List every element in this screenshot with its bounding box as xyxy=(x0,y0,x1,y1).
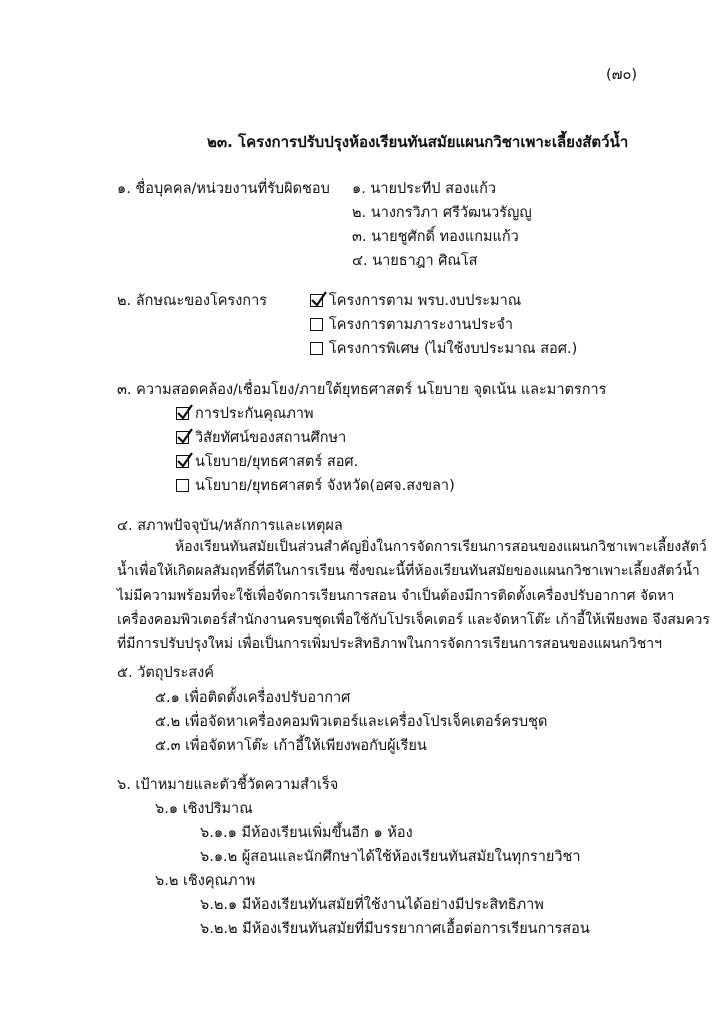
checkbox-checked-icon xyxy=(176,407,189,420)
quantity-heading: ๖.๑ เชิงปริมาณ xyxy=(155,801,253,817)
paragraph-line: ที่มีการปรับปรุงใหม่ เพื่อเป็นการเพิ่มประสิทธิภาพในการจัดการเรียนการสอนของแผนกวิชาฯ xyxy=(117,636,662,653)
paragraph-line: เครื่องคอมพิวเตอร์สำนักงานครบชุดเพื่อใช้กับโปรเจ็คเตอร์ และจัดหาโต๊ะ เก้าอี้ให้เพียงพอ จึงสมควร xyxy=(117,611,710,628)
project-type-option xyxy=(310,340,577,358)
option-label: โครงการพิเศษ (ไม่ใช้งบประมาณ สอศ.) xyxy=(329,341,578,357)
section1-heading: ๑. ชื่อบุคคล/หน่วยงานที่รับผิดชอบ xyxy=(117,181,330,197)
paragraph-line: น้ำเพื่อให้เกิดผลสัมฤทธิ์ที่ดีในการเรียน ซึ่งขณะนี้ที่ห้องเรียนทันสมัยของแผนกวิชาเพาะเลี้ยงสัตว์น้ำ xyxy=(117,563,700,580)
checkbox-checked-icon xyxy=(176,431,189,444)
alignment-option xyxy=(176,453,358,471)
option-label: โครงการตามภาระงานประจำ xyxy=(329,317,514,333)
option-label: การประกันคุณภาพ xyxy=(195,406,314,422)
section5-heading: ๕. วัตถุประสงค์ xyxy=(117,665,214,681)
paragraph-line: ห้องเรียนทันสมัยเป็นส่วนสำคัญยิ่งในการจัดการเรียนการสอนของแผนกวิชาเพาะเลี้ยงสัตว์ xyxy=(175,539,707,555)
alignment-option xyxy=(176,405,314,423)
option-label: วิสัยทัศน์ของสถานศึกษา xyxy=(195,430,347,446)
section4-heading: ๔. สภาพปัจจุบัน/หลักการและเหตุผล xyxy=(117,518,343,534)
objective-item: ๕.๓ เพื่อจัดหาโต๊ะ เก้าอี้ให้เพียงพอกับผู้เรียน xyxy=(155,738,427,754)
responsible-person: ๔. นายธาฎา ศิณโส xyxy=(352,253,478,269)
responsible-person: ๒. นางกรวิภา ศรีวัฒนวรัญญู xyxy=(352,205,532,221)
section6-heading: ๖. เป้าหมายและตัวชี้วัดความสำเร็จ xyxy=(117,777,339,793)
section2-heading: ๒. ลักษณะของโครงการ xyxy=(117,293,268,309)
page-number: (๗๐) xyxy=(606,67,638,83)
project-type-option xyxy=(310,316,513,334)
quality-heading: ๖.๒ เชิงคุณภาพ xyxy=(155,873,256,889)
objective-item: ๕.๑ เพื่อติดตั้งเครื่องปรับอากาศ xyxy=(155,690,351,706)
checkbox-empty-icon xyxy=(176,479,189,492)
responsible-person: ๑. นายประทีป สองแก้ว xyxy=(352,181,497,197)
option-label: โครงการตาม พรบ.งบประมาณ xyxy=(329,293,522,309)
objective-item: ๕.๒ เพื่อจัดหาเครื่องคอมพิวเตอร์และเครื่องโปรเจ็คเตอร์ครบชุด xyxy=(155,714,548,730)
checkbox-checked-icon xyxy=(310,294,323,307)
paragraph-line: ไม่มีความพร้อมที่จะใช้เพื่อจัดการเรียนการสอน จำเป็นต้องมีการติดตั้งเครื่องปรับอากาศ จัดหา xyxy=(117,587,675,604)
checkbox-empty-icon xyxy=(310,342,323,355)
indicator-item: ๖.๒.๒ มีห้องเรียนทันสมัยที่มีบรรยากาศเอื้อต่อการเรียนการสอน xyxy=(200,921,590,937)
page-title: ๒๓. โครงการปรับปรุงห้องเรียนทันสมัยแผนกวิชาเพาะเลี้ยงสัตว์น้ำ xyxy=(207,133,629,151)
project-type-option xyxy=(310,292,521,310)
indicator-item: ๖.๑.๑ มีห้องเรียนเพิ่มขึ้นอีก ๑ ห้อง xyxy=(200,825,413,841)
checkbox-empty-icon xyxy=(310,318,323,331)
indicator-item: ๖.๑.๒ ผู้สอนและนักศึกษาได้ใช้ห้องเรียนทันสมัยในทุกรายวิชา xyxy=(200,849,581,865)
responsible-person: ๓. นายชูศักดิ์ ทองแกมแก้ว xyxy=(352,229,519,245)
checkbox-checked-icon xyxy=(176,455,189,468)
option-label: นโยบาย/ยุทธศาสตร์ สอศ. xyxy=(195,454,359,470)
section3-heading: ๓. ความสอดคล้อง/เชื่อมโยง/ภายใต้ยุทธศาสตร์ นโยบาย จุดเน้น และมาตรการ xyxy=(117,382,607,398)
rationale-paragraph xyxy=(117,535,710,656)
option-label: นโยบาย/ยุทธศาสตร์ จังหวัด(อศจ.สงขลา) xyxy=(195,478,455,494)
indicator-item: ๖.๒.๑ มีห้องเรียนทันสมัยที่ใช้งานได้อย่างมีประสิทธิภาพ xyxy=(200,897,544,913)
alignment-option xyxy=(176,477,455,495)
alignment-option xyxy=(176,429,346,447)
